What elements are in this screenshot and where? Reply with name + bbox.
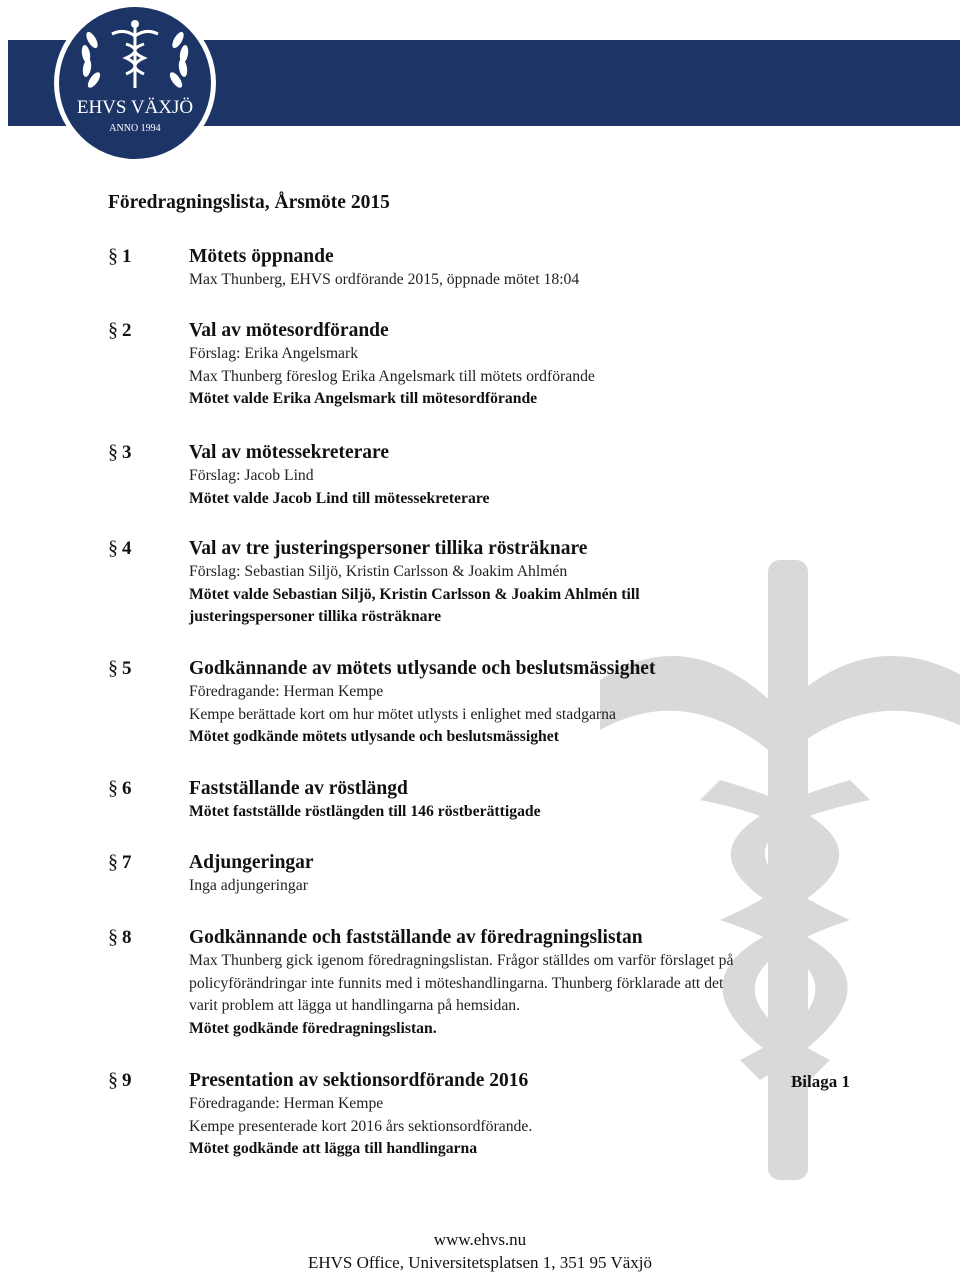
item-line: Förslag: Erika Angelsmark xyxy=(189,345,359,362)
section-symbol: § xyxy=(108,777,118,799)
item-decision: Mötet godkände att lägga till handlingarna xyxy=(189,1140,478,1157)
footer-address: EHVS Office, Universitetsplatsen 1, 351 95 Växjö xyxy=(307,1253,653,1272)
svg-text:EHVS VÄXJÖ: EHVS VÄXJÖ xyxy=(76,97,194,118)
item-decision: Mötet valde Jacob Lind till mötessekreterare xyxy=(189,489,490,507)
item-decision: Mötet valde Erika Angelsmark till mötesordförande xyxy=(189,390,538,407)
item-heading: Godkännande och fastställande av föredragningslistan xyxy=(189,927,643,948)
item-line: Föredragande: Herman Kempe xyxy=(189,683,384,700)
item-heading: Val av tre justeringspersoner tillika rösträknare xyxy=(189,538,588,559)
item-number: 7 xyxy=(122,852,132,873)
item-heading: Presentation av sektionsordförande 2016 xyxy=(189,1070,529,1091)
item-decision: Mötet godkände mötets utlysande och beslutsmässighet xyxy=(189,728,559,745)
item-number: 9 xyxy=(122,1070,132,1091)
section-symbol: § xyxy=(108,926,118,948)
item-line: Föredragande: Herman Kempe xyxy=(189,1095,384,1112)
item-decision: Mötet valde Sebastian Siljö, Kristin Carlsson & Joakim Ahlmén till xyxy=(189,585,640,603)
item-line: Max Thunberg, EHVS ordförande 2015, öppnade mötet 18:04 xyxy=(189,271,580,288)
item-number: 2 xyxy=(122,320,132,341)
item-heading: Mötets öppnande xyxy=(189,246,334,267)
section-symbol: § xyxy=(108,1069,118,1091)
item-number: 8 xyxy=(122,927,132,948)
item-number: 3 xyxy=(122,442,132,463)
document-title: Föredragningslista, Årsmöte 2015 xyxy=(108,192,390,213)
item-number: 1 xyxy=(122,246,132,267)
item-line: Inga adjungeringar xyxy=(189,877,308,894)
item-heading: Val av mötesordförande xyxy=(189,320,389,341)
section-symbol: § xyxy=(108,851,118,873)
section-symbol: § xyxy=(108,537,118,559)
item-line: Förslag: Sebastian Siljö, Kristin Carlsson & Joakim Ahlmén xyxy=(189,563,568,580)
section-symbol: § xyxy=(108,245,118,267)
item-heading: Fastställande av röstlängd xyxy=(189,778,408,799)
item-number: 6 xyxy=(122,778,132,799)
footer-website: www.ehvs.nu xyxy=(433,1230,527,1249)
item-line: Max Thunberg gick igenom föredragningslistan. Frågor ställdes om varför förslaget på xyxy=(189,952,734,969)
item-decision: Mötet godkände föredragningslistan. xyxy=(189,1019,437,1037)
attachment-label: Bilaga 1 xyxy=(790,1072,850,1091)
item-heading: Godkännande av mötets utlysande och beslutsmässighet xyxy=(189,658,656,679)
item-line: policyförändringar inte funnits med i möteshandlingarna. Thunberg förklarade att det xyxy=(189,974,724,992)
item-heading: Adjungeringar xyxy=(189,852,314,873)
section-symbol: § xyxy=(108,319,118,341)
item-line: varit problem att lägga ut handlingarna på hemsidan. xyxy=(189,997,521,1014)
svg-text:ANNO 1994: ANNO 1994 xyxy=(109,123,161,134)
item-line: Förslag: Jacob Lind xyxy=(189,467,314,484)
item-number: 4 xyxy=(122,538,132,559)
item-line: Kempe berättade kort om hur mötet utlysts i enlighet med stadgarna xyxy=(189,705,616,723)
item-number: 5 xyxy=(122,658,132,679)
item-line: Kempe presenterade kort 2016 års sektionsordförande. xyxy=(189,1117,533,1135)
section-symbol: § xyxy=(108,657,118,679)
ehvs-logo xyxy=(52,0,218,166)
item-heading: Val av mötessekreterare xyxy=(189,442,389,463)
item-decision: justeringspersoner tillika rösträknare xyxy=(189,608,442,625)
section-symbol: § xyxy=(108,441,118,463)
item-line: Max Thunberg föreslog Erika Angelsmark till mötets ordförande xyxy=(189,367,595,385)
item-decision: Mötet fastställde röstlängden till 146 röstberättigade xyxy=(189,803,541,820)
